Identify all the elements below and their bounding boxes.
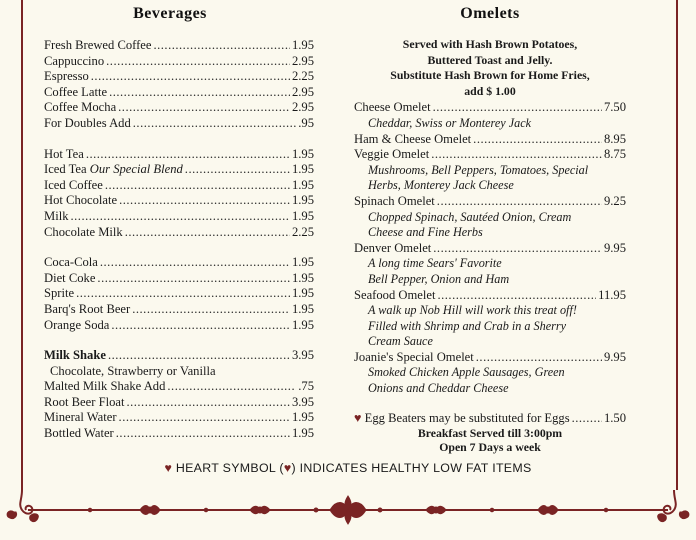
item-description: Chopped Spinach, Sautéed Onion, Cream bbox=[368, 209, 572, 224]
menu-item: Milk ..... 1.95 bbox=[44, 209, 314, 225]
menu-item: Iced Coffee ..... 1.95 bbox=[44, 178, 314, 194]
menu-item: Iced Tea Our Special Blend ..... 1.95 bbox=[44, 162, 314, 178]
decorative-border bbox=[0, 486, 696, 526]
menu-item: Coffee Mocha ..... 2.95 bbox=[44, 100, 314, 116]
menu-item-milkshake: Milk Shake ..... 3.95 bbox=[44, 348, 314, 364]
menu-item: Spinach Omelet ..... 9.25 bbox=[354, 194, 626, 210]
menu-item: Cappuccino ..... 2.95 bbox=[44, 54, 314, 70]
heart-icon: ♥ bbox=[164, 461, 173, 475]
menu-item: Mineral Water ..... 1.95 bbox=[44, 410, 314, 426]
beverages-group-shakes bbox=[44, 348, 314, 442]
beverages-heading: Beverages bbox=[133, 5, 207, 22]
menu-item: Coca-Cola ..... 1.95 bbox=[44, 255, 314, 271]
item-description: Filled with Shrimp and Crab in a Sherry bbox=[368, 318, 567, 333]
item-description: Bell Pepper, Onion and Ham bbox=[368, 271, 510, 286]
menu-item: For Doubles Add ..... .95 bbox=[44, 116, 314, 132]
item-description: Smoked Chicken Apple Sausages, Green bbox=[368, 365, 565, 380]
item-description: Onions and Cheddar Cheese bbox=[368, 381, 509, 396]
menu-item: Bottled Water ..... 1.95 bbox=[44, 426, 314, 442]
item-description: Cream Sauce bbox=[368, 334, 433, 349]
menu-item: Diet Coke ..... 1.95 bbox=[44, 271, 314, 287]
menu-item: Ham & Cheese Omelet ..... 8.95 bbox=[354, 132, 626, 148]
item-description: Cheddar, Swiss or Monterey Jack bbox=[368, 115, 532, 130]
menu-item: Chocolate Milk ..... 2.25 bbox=[44, 225, 314, 241]
menu-item: Fresh Brewed Coffee ..... 1.95 bbox=[44, 38, 314, 54]
item-description: Herbs, Monterey Jack Cheese bbox=[368, 178, 514, 193]
item-description: A long time Sears' Favorite bbox=[368, 256, 502, 271]
menu-item: Veggie Omelet ..... 8.75 bbox=[354, 147, 626, 163]
heart-icon: ♥ bbox=[283, 461, 292, 475]
menu-item: Coffee Latte ..... 2.95 bbox=[44, 85, 314, 101]
menu-item: Orange Soda ..... 1.95 bbox=[44, 318, 314, 334]
menu-item: Malted Milk Shake Add ..... .75 bbox=[44, 379, 314, 395]
menu-item: Sprite ..... 1.95 bbox=[44, 286, 314, 302]
menu-item: Hot Tea ..... 1.95 bbox=[44, 147, 314, 163]
menu-item: Seafood Omelet ..... 11.95 bbox=[354, 288, 626, 304]
right-border-line bbox=[676, 0, 678, 490]
heart-icon: ♥ bbox=[354, 410, 362, 425]
milkshake-flavors: Chocolate, Strawberry or Vanilla bbox=[50, 363, 216, 378]
menu-item: Cheese Omelet ..... 7.50 bbox=[354, 100, 626, 116]
item-description: Cheese and Fine Herbs bbox=[368, 225, 483, 240]
footer-note: ♥ HEART SYMBOL (♥) INDICATES HEALTHY LOW FAT ITEMS bbox=[164, 461, 532, 475]
item-description: A walk up Nob Hill will work this treat off! bbox=[368, 303, 577, 318]
menu-item: Denver Omelet ..... 9.95 bbox=[354, 241, 626, 257]
beverages-column bbox=[44, 38, 314, 442]
omelets-column bbox=[354, 38, 626, 454]
beverages-group-coffee bbox=[44, 38, 314, 132]
item-description: Mushrooms, Bell Peppers, Tomatoes, Special bbox=[368, 162, 589, 177]
menu-item: Barq's Root Beer ..... 1.95 bbox=[44, 302, 314, 318]
egg-beaters-note: ♥ Egg Beaters may be substituted for Eggs ..... 1.50 bbox=[354, 411, 626, 427]
omelets-intro: Served with Hash Brown Potatoes, Buttered Toast and Jelly. Substitute Hash Brown for Home Fries, add $ 1.00 bbox=[390, 37, 590, 98]
beverages-group-tea bbox=[44, 147, 314, 241]
beverages-group-soda bbox=[44, 255, 314, 333]
menu-item: Root Beer Float ..... 3.95 bbox=[44, 395, 314, 411]
menu-item: Joanie's Special Omelet ..... 9.95 bbox=[354, 350, 626, 366]
menu-item: Hot Chocolate ..... 1.95 bbox=[44, 193, 314, 209]
open-days: Open 7 Days a week bbox=[439, 440, 541, 455]
breakfast-hours: Breakfast Served till 3:00pm bbox=[417, 426, 563, 441]
menu-item: Espresso ..... 2.25 bbox=[44, 69, 314, 85]
left-border-line bbox=[21, 0, 23, 490]
omelets-heading: Omelets bbox=[460, 5, 520, 22]
